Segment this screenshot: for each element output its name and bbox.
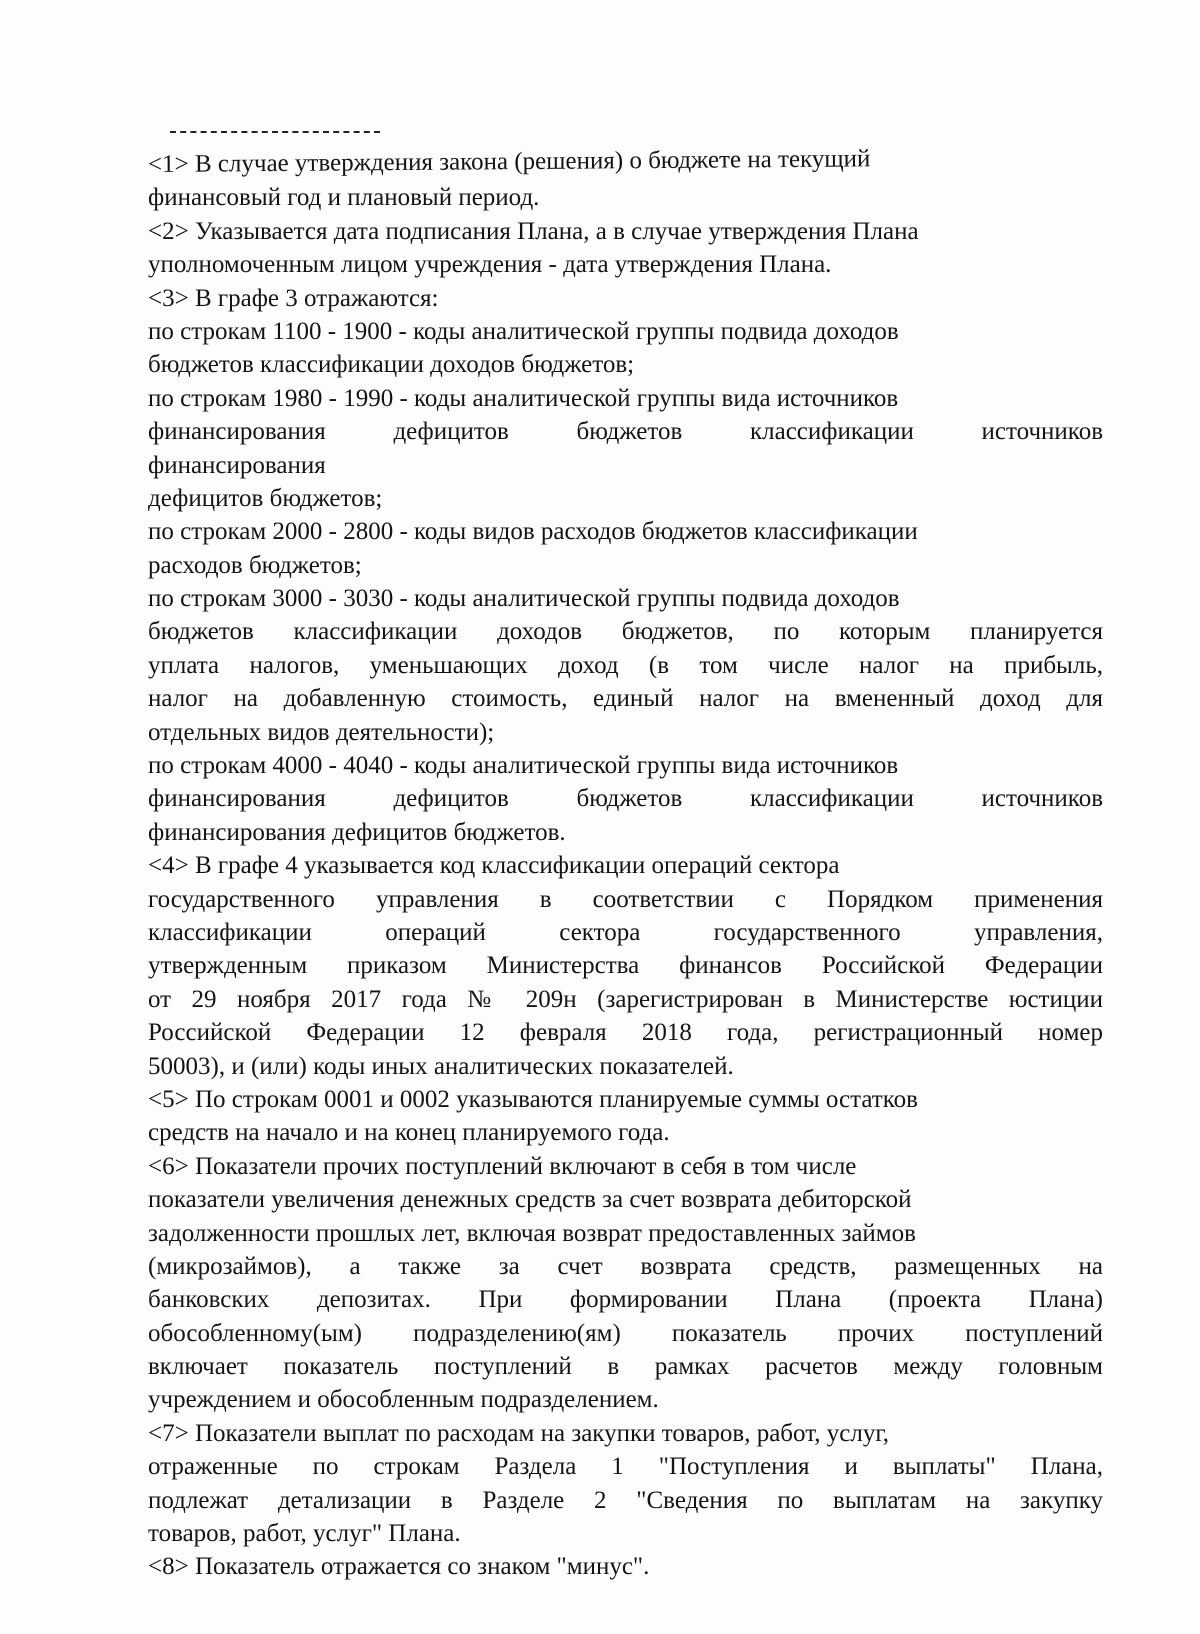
footnote-line: налог на добавленную стоимость, единый налог на вмененный доход для xyxy=(148,685,1103,713)
footnote-line: бюджетов классификации доходов бюджетов, по которым планируется xyxy=(148,618,1103,646)
footnote-line: от 29 ноября 2017 года № 209н (зарегистрирован в Министерстве юстиции xyxy=(148,985,1103,1013)
footnote-line: <4> В графе 4 указывается код классификации операций сектора xyxy=(148,852,840,880)
footnote-line: уполномоченным лицом учреждения - дата утверждения Плана. xyxy=(148,251,832,279)
footnote-line: включает показатель поступлений в рамках расчетов между головным xyxy=(148,1353,1103,1381)
footnote-line: финансовый год и плановый период. xyxy=(148,184,540,212)
footnote-line: государственного управления в соответствии с Порядком применения xyxy=(148,885,1103,913)
footnote-line: товаров, работ, услуг" Плана. xyxy=(148,1520,461,1548)
footnote-line: задолженности прошлых лет, включая возврат предоставленных займов xyxy=(148,1219,916,1247)
footnote-line: классификации операций сектора государственного управления, xyxy=(148,918,1103,946)
footnote-line: (микрозаймов), а также за счет возврата средств, размещенных на xyxy=(148,1252,1103,1280)
footnote-line: утвержденным приказом Министерства финансов Российской Федерации xyxy=(148,952,1103,980)
footnote-line: <2> Указывается дата подписания Плана, а в случае утверждения Плана xyxy=(148,217,919,245)
footnote-line: <5> По строкам 0001 и 0002 указываются планируемые суммы остатков xyxy=(148,1085,918,1113)
footnote-line: <8> Показатель отражается со знаком "минус". xyxy=(148,1553,650,1581)
footnote-line: по строкам 3000 - 3030 - коды аналитической группы подвида доходов xyxy=(148,585,900,613)
footnote-line: по строкам 4000 - 4040 - коды аналитической группы вида источников xyxy=(148,752,899,780)
footnote-line: <3> В графе 3 отражаются: xyxy=(148,284,439,312)
footnote-line: расходов бюджетов; xyxy=(148,551,362,579)
footnote-line: уплата налогов, уменьшающих доход (в том числе налог на прибыль, xyxy=(148,651,1103,679)
footnote-line: <1> В случае утверждения закона (решения) о бюджете на текущий xyxy=(147,145,871,178)
footnote-line: подлежат детализации в Разделе 2 "Сведения по выплатам на закупку xyxy=(148,1486,1103,1514)
footnote-line: Российской Федерации 12 февраля 2018 года, регистрационный номер xyxy=(148,1019,1103,1047)
footnote-line: по строкам 1100 - 1900 - коды аналитической группы подвида доходов xyxy=(148,317,899,345)
footnote-line: дефицитов бюджетов; xyxy=(148,484,383,512)
footnotes-block xyxy=(147,145,1103,1584)
footnote-line: финансирования xyxy=(148,451,326,479)
footnote-line: финансирования дефицитов бюджетов. xyxy=(148,818,566,846)
footnote-line: показатели увеличения денежных средств за счет возврата дебиторской xyxy=(148,1186,912,1214)
footnote-line: по строкам 2000 - 2800 - коды видов расходов бюджетов классификации xyxy=(148,518,918,546)
footnote-line: отдельных видов деятельности); xyxy=(148,718,495,746)
footnote-line: обособленному(ым) подразделению(ям) показатель прочих поступлений xyxy=(148,1319,1103,1347)
footnote-line: по строкам 1980 - 1990 - коды аналитической группы вида источников xyxy=(148,384,899,412)
footnote-line: бюджетов классификации доходов бюджетов; xyxy=(148,351,635,379)
footnote-line: учреждением и обособленным подразделением. xyxy=(148,1386,659,1414)
footnote-line: банковских депозитах. При формировании Плана (проекта Плана) xyxy=(148,1286,1103,1314)
footnote-line: <6> Показатели прочих поступлений включают в себя в том числе xyxy=(148,1152,857,1180)
footnote-line: финансирования дефицитов бюджетов классификации источников xyxy=(148,418,1103,446)
footnote-line: <7> Показатели выплат по расходам на закупки товаров, работ, услуг, xyxy=(148,1419,890,1447)
footnote-line: 50003), и (или) коды иных аналитических показателей. xyxy=(148,1052,734,1080)
footnote-line: отраженные по строкам Раздела 1 "Поступления и выплаты" Плана, xyxy=(148,1453,1103,1481)
footnote-line: средств на начало и на конец планируемого года. xyxy=(148,1119,670,1147)
footnote-separator xyxy=(170,131,380,133)
footnote-line: финансирования дефицитов бюджетов классификации источников xyxy=(148,785,1103,813)
